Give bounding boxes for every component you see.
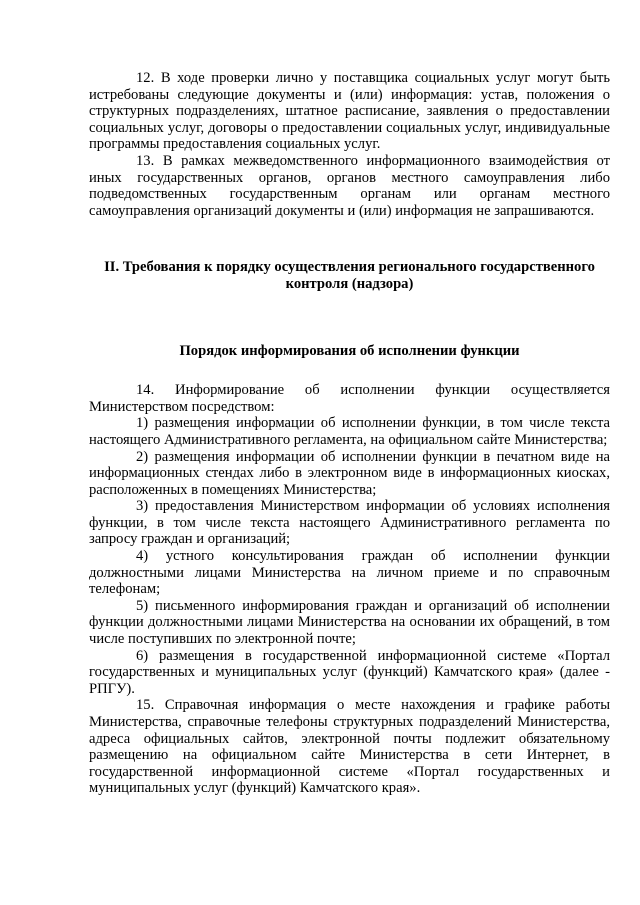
document-page <box>89 70 610 797</box>
list-item-1: 1) размещения информации об исполнении функции, в том числе текста настоящего Административного регламента, на официальном сайте Министерства; <box>89 415 610 448</box>
paragraph-12: 12. В ходе проверки лично у поставщика социальных услуг могут быть истребованы следующие документы и (или) информация: устав, положения о структурных подразделениях, штатное расписание, заявления о предоставлении социальных услуг, договоры о предоставлении социальных услуг, индивидуальные программы предоставления социальных услуг. <box>89 70 610 153</box>
section-heading: II. Требования к порядку осуществления регионального государственного контроля (надзора) <box>104 259 595 292</box>
list-item-2: 2) размещения информации об исполнении функции в печатном виде на информационных стендах либо в электронном виде в информационных киосках, расположенных в помещениях Министерства; <box>89 448 610 498</box>
paragraph-15: 15. Справочная информация о месте нахождения и графике работы Министерства, справочные телефоны структурных подразделений Министерства, адреса официальных сайтов, электронной почты подлежит обязательному размещению на официальном сайте Министерства в сети Интернет, в государственной информационной системе «Портал государственных и муниципальных услуг (функций) Камчатского края». <box>89 697 610 797</box>
list-item-4: 4) устного консультирования граждан об исполнении функции должностными лицами Министерства на личном приеме и по справочным телефонам; <box>89 548 610 598</box>
list-item-5: 5) письменного информирования граждан и организаций об исполнении функции должностными лицами Министерства на основании их обращений, в том числе поступивших по электронной почте; <box>89 597 610 648</box>
paragraph-14: 14. Информирование об исполнении функции осуществляется Министерством посредством: <box>89 382 610 415</box>
paragraph-13: 13. В рамках межведомственного информационного взаимодействия от иных государственных органов, органов местного самоуправления либо подведомственных государственным органам или органам местного самоуправления организаций документы и (или) информация не запрашиваются. <box>89 152 610 219</box>
list-item-6: 6) размещения в государственной информационной системе «Портал государственных и муниципальных услуг (функций) Камчатского края» (далее - РПГУ). <box>89 647 610 697</box>
sub-heading: Порядок информирования об исполнении функции <box>179 342 520 359</box>
list-item-3: 3) предоставления Министерством информации об условиях исполнения функции, в том числе текста настоящего Административного регламента по запросу граждан и организаций; <box>89 498 610 548</box>
